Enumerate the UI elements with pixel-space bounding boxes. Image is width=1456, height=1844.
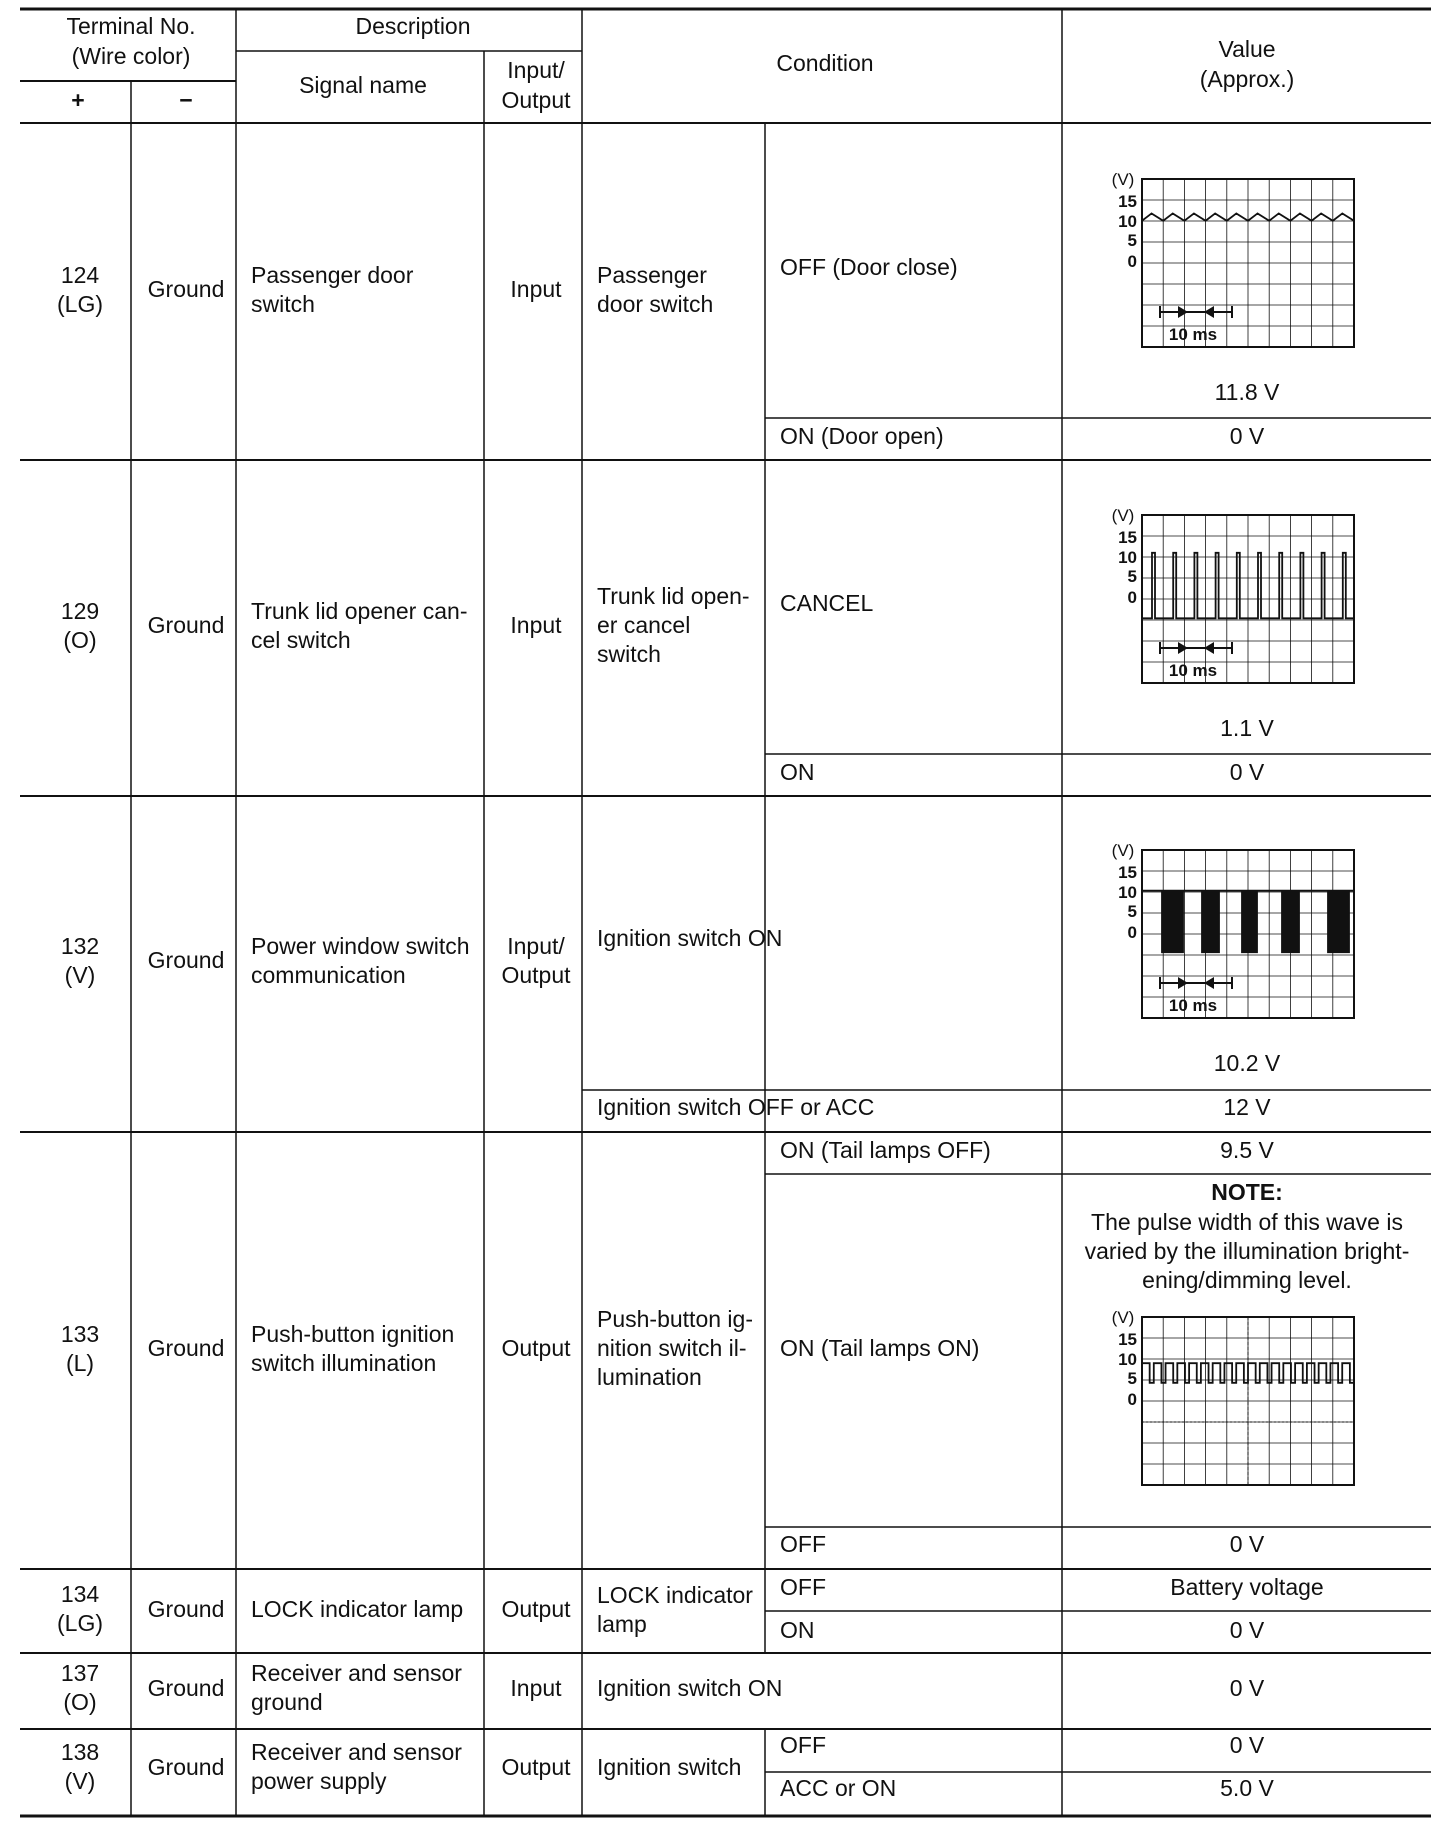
scope-plot [1142, 1317, 1354, 1485]
ground-label: Ground [147, 276, 225, 302]
value-label: 1.1 V [1220, 715, 1274, 741]
condition-state: Ignition switch OFF or ACC [597, 1094, 875, 1120]
condition-state: OFF [780, 1574, 826, 1600]
scope-unit-label: (V) [1111, 506, 1135, 525]
scope-unit-label: (V) [1111, 1308, 1135, 1327]
condition-label: lumination [597, 1364, 702, 1390]
signal-name: Power window switch [251, 933, 470, 959]
header-terminal-no-2: (Wire color) [71, 43, 191, 69]
value-label: 0 V [1229, 1531, 1265, 1557]
scope-unit-label: (V) [1111, 841, 1135, 860]
scope-tick-label: 15 [1118, 192, 1137, 211]
scope-tick-label: 5 [1127, 902, 1137, 921]
io-label: Output [501, 1754, 571, 1780]
value-label: 11.8 V [1214, 379, 1280, 405]
wire-color: (LG) [57, 1610, 103, 1636]
wire-color: (L) [65, 1350, 95, 1376]
ground-label: Ground [147, 947, 225, 973]
wire-color: (O) [63, 627, 97, 653]
condition-state: Ignition switch ON [597, 925, 783, 951]
header-terminal-no-1: Terminal No. [66, 13, 196, 39]
scope-time-label: 10 ms [1168, 996, 1218, 1015]
condition-label: er cancel [597, 612, 691, 638]
ground-label: Ground [147, 1335, 225, 1361]
scope-tick-label: 10 [1118, 212, 1137, 231]
signal-name: Receiver and sensor [251, 1739, 462, 1765]
header-value-2: (Approx.) [1199, 66, 1295, 92]
signal-name: switch [251, 291, 315, 317]
condition-label: lamp [597, 1611, 647, 1637]
condition-label: LOCK indicator [597, 1582, 753, 1608]
value-label: 5.0 V [1220, 1775, 1274, 1801]
ground-label: Ground [147, 1754, 225, 1780]
signal-name: LOCK indicator lamp [251, 1596, 464, 1622]
header-description: Description [355, 13, 471, 39]
condition-state: ACC or ON [780, 1775, 897, 1801]
scope-tick-label: 10 [1118, 883, 1137, 902]
ground-label: Ground [147, 612, 225, 638]
terminal-number: 138 [60, 1739, 100, 1765]
header-io-1: Input/ [507, 57, 565, 83]
condition-label: Ignition switch [597, 1754, 742, 1780]
signal-name: switch illumination [251, 1350, 437, 1376]
note-text: ening/dimming level. [1142, 1267, 1352, 1293]
signal-name: communication [251, 962, 406, 988]
value-label: 10.2 V [1213, 1050, 1281, 1076]
scope-tick-label: 15 [1118, 1330, 1137, 1349]
wire-color: (V) [64, 1768, 96, 1794]
terminal-number: 124 [60, 262, 100, 288]
wire-color: (O) [63, 1689, 97, 1715]
condition-label: switch [597, 641, 661, 667]
condition-state: Ignition switch ON [597, 1675, 783, 1701]
io-label: Input [510, 276, 562, 302]
wire-color: (LG) [57, 291, 103, 317]
scope-tick-label: 0 [1127, 1390, 1137, 1409]
condition-label: door switch [597, 291, 714, 317]
signal-name: cel switch [251, 627, 351, 653]
signal-name: Passenger door [251, 262, 414, 288]
scope-tick-label: 15 [1118, 863, 1137, 882]
header-condition: Condition [776, 50, 874, 76]
terminal-number: 134 [60, 1581, 100, 1607]
condition-state: ON (Door open) [780, 423, 944, 449]
note-text: varied by the illumination bright- [1084, 1238, 1410, 1264]
condition-label: Push-button ig- [597, 1306, 753, 1332]
condition-label: nition switch il- [597, 1335, 747, 1361]
condition-state: ON (Tail lamps ON) [780, 1335, 980, 1361]
note-text: The pulse width of this wave is [1091, 1209, 1403, 1235]
ground-label: Ground [147, 1596, 225, 1622]
signal-name: ground [251, 1689, 323, 1715]
scope-plot [1142, 515, 1354, 683]
signal-name: power supply [251, 1768, 387, 1794]
value-label: 0 V [1229, 423, 1265, 449]
scope-tick-label: 5 [1127, 231, 1137, 250]
scope-time-label: 10 ms [1168, 325, 1218, 344]
scope-tick-label: 0 [1127, 588, 1137, 607]
io-label: Input [510, 1675, 562, 1701]
terminal-number: 132 [60, 933, 100, 959]
header-signal-name: Signal name [299, 72, 427, 98]
scope-tick-label: 15 [1118, 528, 1137, 547]
condition-state: ON [780, 1617, 815, 1643]
note-title: NOTE: [1211, 1179, 1283, 1205]
value-label: 9.5 V [1220, 1137, 1274, 1163]
value-label: 0 V [1229, 1675, 1265, 1701]
condition-state: ON [780, 759, 815, 785]
scope-tick-label: 0 [1127, 252, 1137, 271]
condition-state: OFF (Door close) [780, 254, 958, 280]
condition-state: OFF [780, 1531, 826, 1557]
condition-state: ON (Tail lamps OFF) [780, 1137, 991, 1163]
header-minus: − [179, 87, 193, 113]
scope-tick-label: 10 [1118, 548, 1137, 567]
value-label: 12 V [1223, 1094, 1271, 1120]
header-plus: + [71, 87, 85, 113]
value-label: 0 V [1229, 1732, 1265, 1758]
signal-name: Push-button ignition [251, 1321, 455, 1347]
scope-tick-label: 5 [1127, 567, 1137, 586]
ground-label: Ground [147, 1675, 225, 1701]
terminal-number: 133 [60, 1321, 100, 1347]
condition-state: CANCEL [780, 590, 874, 616]
scope-plot [1142, 850, 1354, 1018]
signal-name: Trunk lid opener can- [251, 598, 468, 624]
io-label: Output [501, 962, 571, 988]
value-label: 0 V [1229, 759, 1265, 785]
io-label: Input/ [507, 933, 565, 959]
io-label: Output [501, 1596, 571, 1622]
scope-unit-label: (V) [1111, 170, 1135, 189]
terminal-number: 129 [60, 598, 100, 624]
scope-tick-label: 0 [1127, 923, 1137, 942]
scope-time-label: 10 ms [1168, 661, 1218, 680]
header-value-1: Value [1218, 36, 1276, 62]
signal-name: Receiver and sensor [251, 1660, 462, 1686]
header-io-2: Output [501, 87, 571, 113]
value-label: 0 V [1229, 1617, 1265, 1643]
io-label: Input [510, 612, 562, 638]
wire-color: (V) [64, 962, 96, 988]
io-label: Output [501, 1335, 571, 1361]
value-label: Battery voltage [1170, 1574, 1324, 1600]
scope-tick-label: 5 [1127, 1369, 1137, 1388]
condition-state: OFF [780, 1732, 826, 1758]
condition-label: Trunk lid open- [597, 583, 750, 609]
scope-tick-label: 10 [1118, 1350, 1137, 1369]
scope-plot [1142, 179, 1354, 347]
condition-label: Passenger [597, 262, 707, 288]
terminal-number: 137 [60, 1660, 100, 1686]
